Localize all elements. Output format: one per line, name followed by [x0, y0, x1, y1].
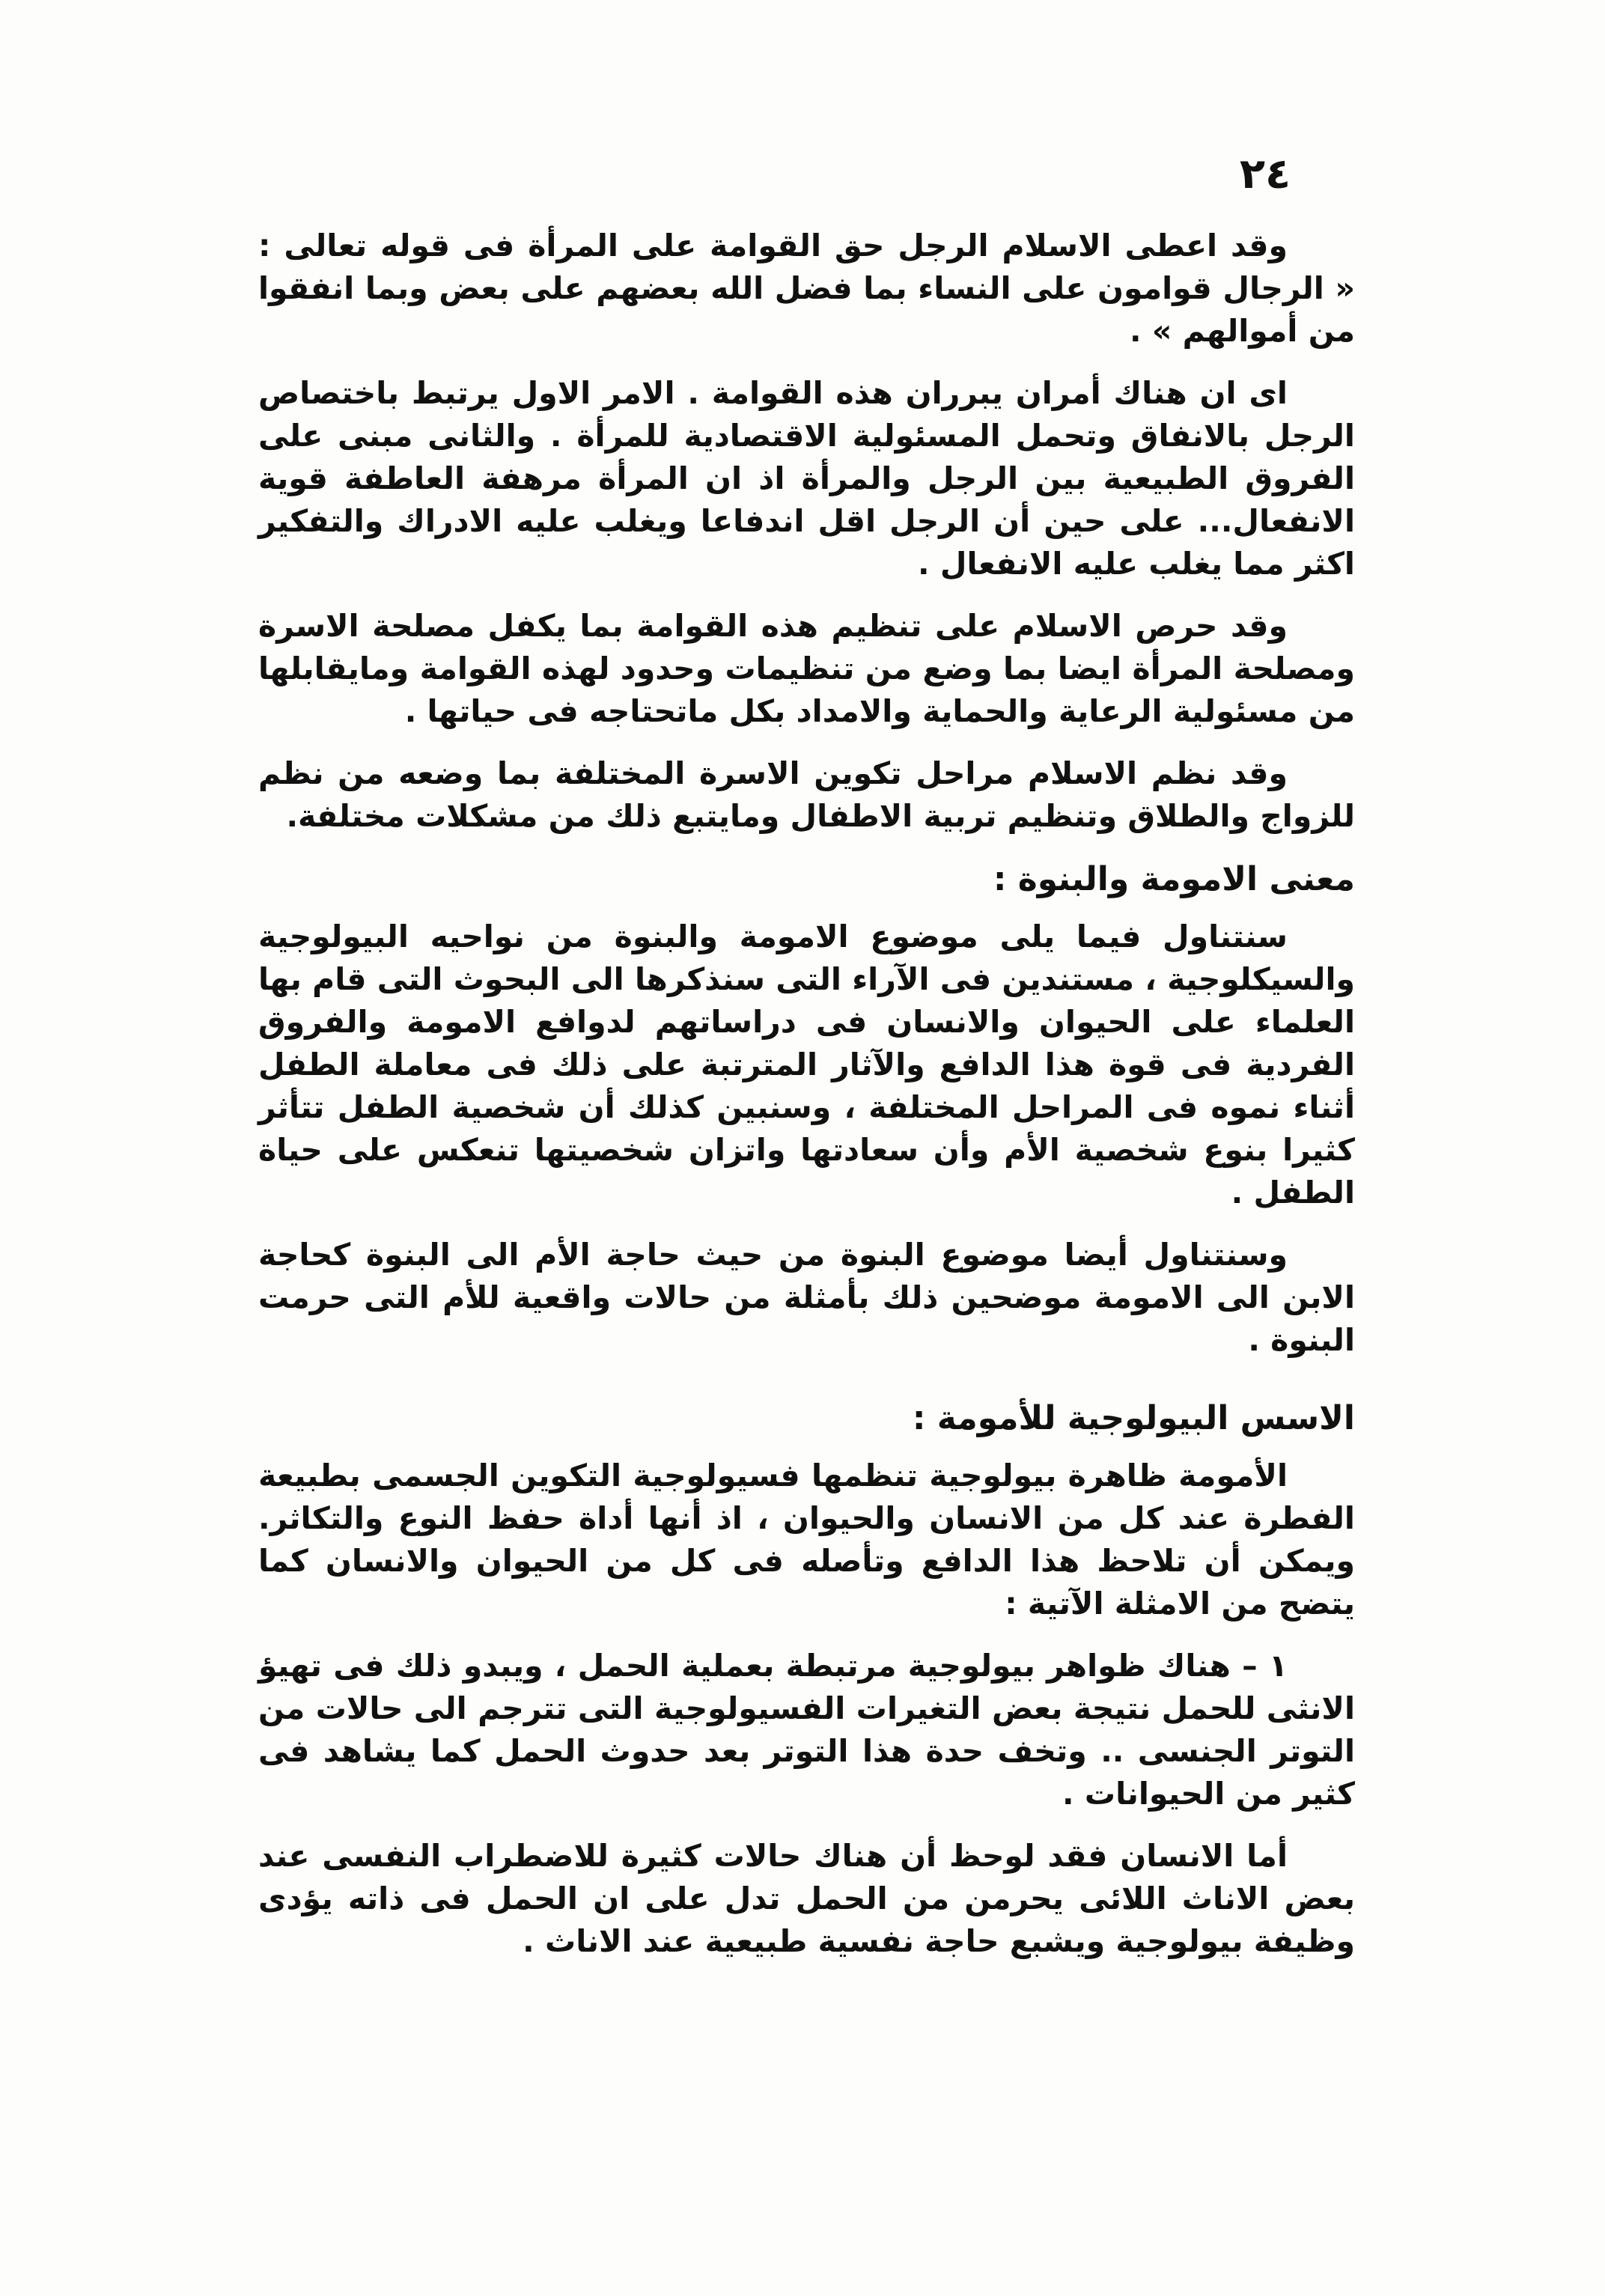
paragraph-motherhood-overview: سنتناول فيما يلى موضوع الامومة والبنوة من نواحيه البيولوجية والسيكلوجية ، مستندين فى الآراء التى سنذكرها الى البحوث التى قام بها العلماء على الحيوان والانسان فى دراساتهم لدوافع الامومة والفروق الفردية فى قوة هذا الدافع والآثار المترتبة على ذلك فى معاملة الطفل أثناء نموه فى المراحل المختلفة ، وسنبين كذلك أن شخصية الطفل تتأثر كثيرا بنوع شخصية الأم وأن سعادتها واتزان شخصيتها تنعكس على حياة الطفل . — [258, 919, 1355, 1211]
paragraph-pregnancy-phenomena: ١ – هناك ظواهر بيولوجية مرتبطة بعملية الحمل ، ويبدو ذلك فى تهيؤ الانثى للحمل نتيجة بعض التغيرات الفسيولوجية التى تترجم الى حالات من التوتر الجنسى .. وتخف حدة هذا التوتر بعد حدوث الحمل كما يشاهد فى كثير من الحيوانات . — [258, 1648, 1355, 1812]
page-number: ٢٤ — [1239, 150, 1291, 198]
paragraph-qawama-verse: وقد اعطى الاسلام الرجل حق القوامة على المرأة فى قوله تعالى : « الرجال قوامون على النساء بما فضل الله بعضهم على بعض وبما انفقوا من أموالهم » . — [258, 228, 1355, 349]
paragraph-biological-phenomenon: الأمومة ظاهرة بيولوجية تنظمها فسيولوجية التكوين الجسمى بطبيعة الفطرة عند كل من الانسان والحيوان ، اذ أنها أداة حفظ النوع والتكاثر. ويمكن أن تلاحظ هذا الدافع وتأصله فى كل من الحيوان والانسان كما يتضح من الامثلة الآتية : — [258, 1458, 1355, 1621]
page-body — [258, 225, 1355, 1982]
paragraph-human-pregnancy: أما الانسان فقد لوحظ أن هناك حالات كثيرة للاضطراب النفسى عند بعض الاناث اللائى يحرمن من الحمل تدل على ان الحمل فى ذاته يؤدى وظيفة بيولوجية ويشبع حاجة نفسية طبيعية عند الاناث . — [258, 1838, 1355, 1959]
paragraph-family-stages: وقد نظم الاسلام مراحل تكوين الاسرة المختلفة بما وضعه من نظم للزواج والطلاق وتنظيم تربية الاطفال ومايتبع ذلك من مشكلات مختلفة. — [258, 755, 1355, 834]
section-heading-biological-basis: الاسس البيولوجية للأمومة : — [912, 1399, 1355, 1437]
paragraph-qawama-reasons: اى ان هناك أمران يبرران هذه القوامة . الامر الاول يرتبط باختصاص الرجل بالانفاق وتحمل المسئولية الاقتصادية للمرأة . والثانى مبنى على الفروق الطبيعية بين الرجل والمرأة اذ ان المرأة مرهفة العاطفة قوية الانفعال... على حين أن الرجل اقل اندفاعا ويغلب عليه الادراك والتفكير اكثر مما يغلب عليه الانفعال . — [258, 375, 1355, 582]
paragraph-sonhood-need: وسنتناول أيضا موضوع البنوة من حيث حاجة الأم الى البنوة كحاجة الابن الى الامومة موضحين ذلك بأمثلة من حالات واقعية للأم التى حرمت البنوة . — [258, 1237, 1355, 1358]
section-heading-motherhood-meaning: معنى الامومة والبنوة : — [993, 860, 1355, 898]
paragraph-qawama-regulation: وقد حرص الاسلام على تنظيم هذه القوامة بما يكفل مصلحة الاسرة ومصلحة المرأة ايضا بما وضع من تنظيمات وحدود لهذه القوامة ومايقابلها من مسئولية الرعاية والحماية والامداد بكل ماتحتاجه فى حياتها . — [258, 608, 1355, 729]
